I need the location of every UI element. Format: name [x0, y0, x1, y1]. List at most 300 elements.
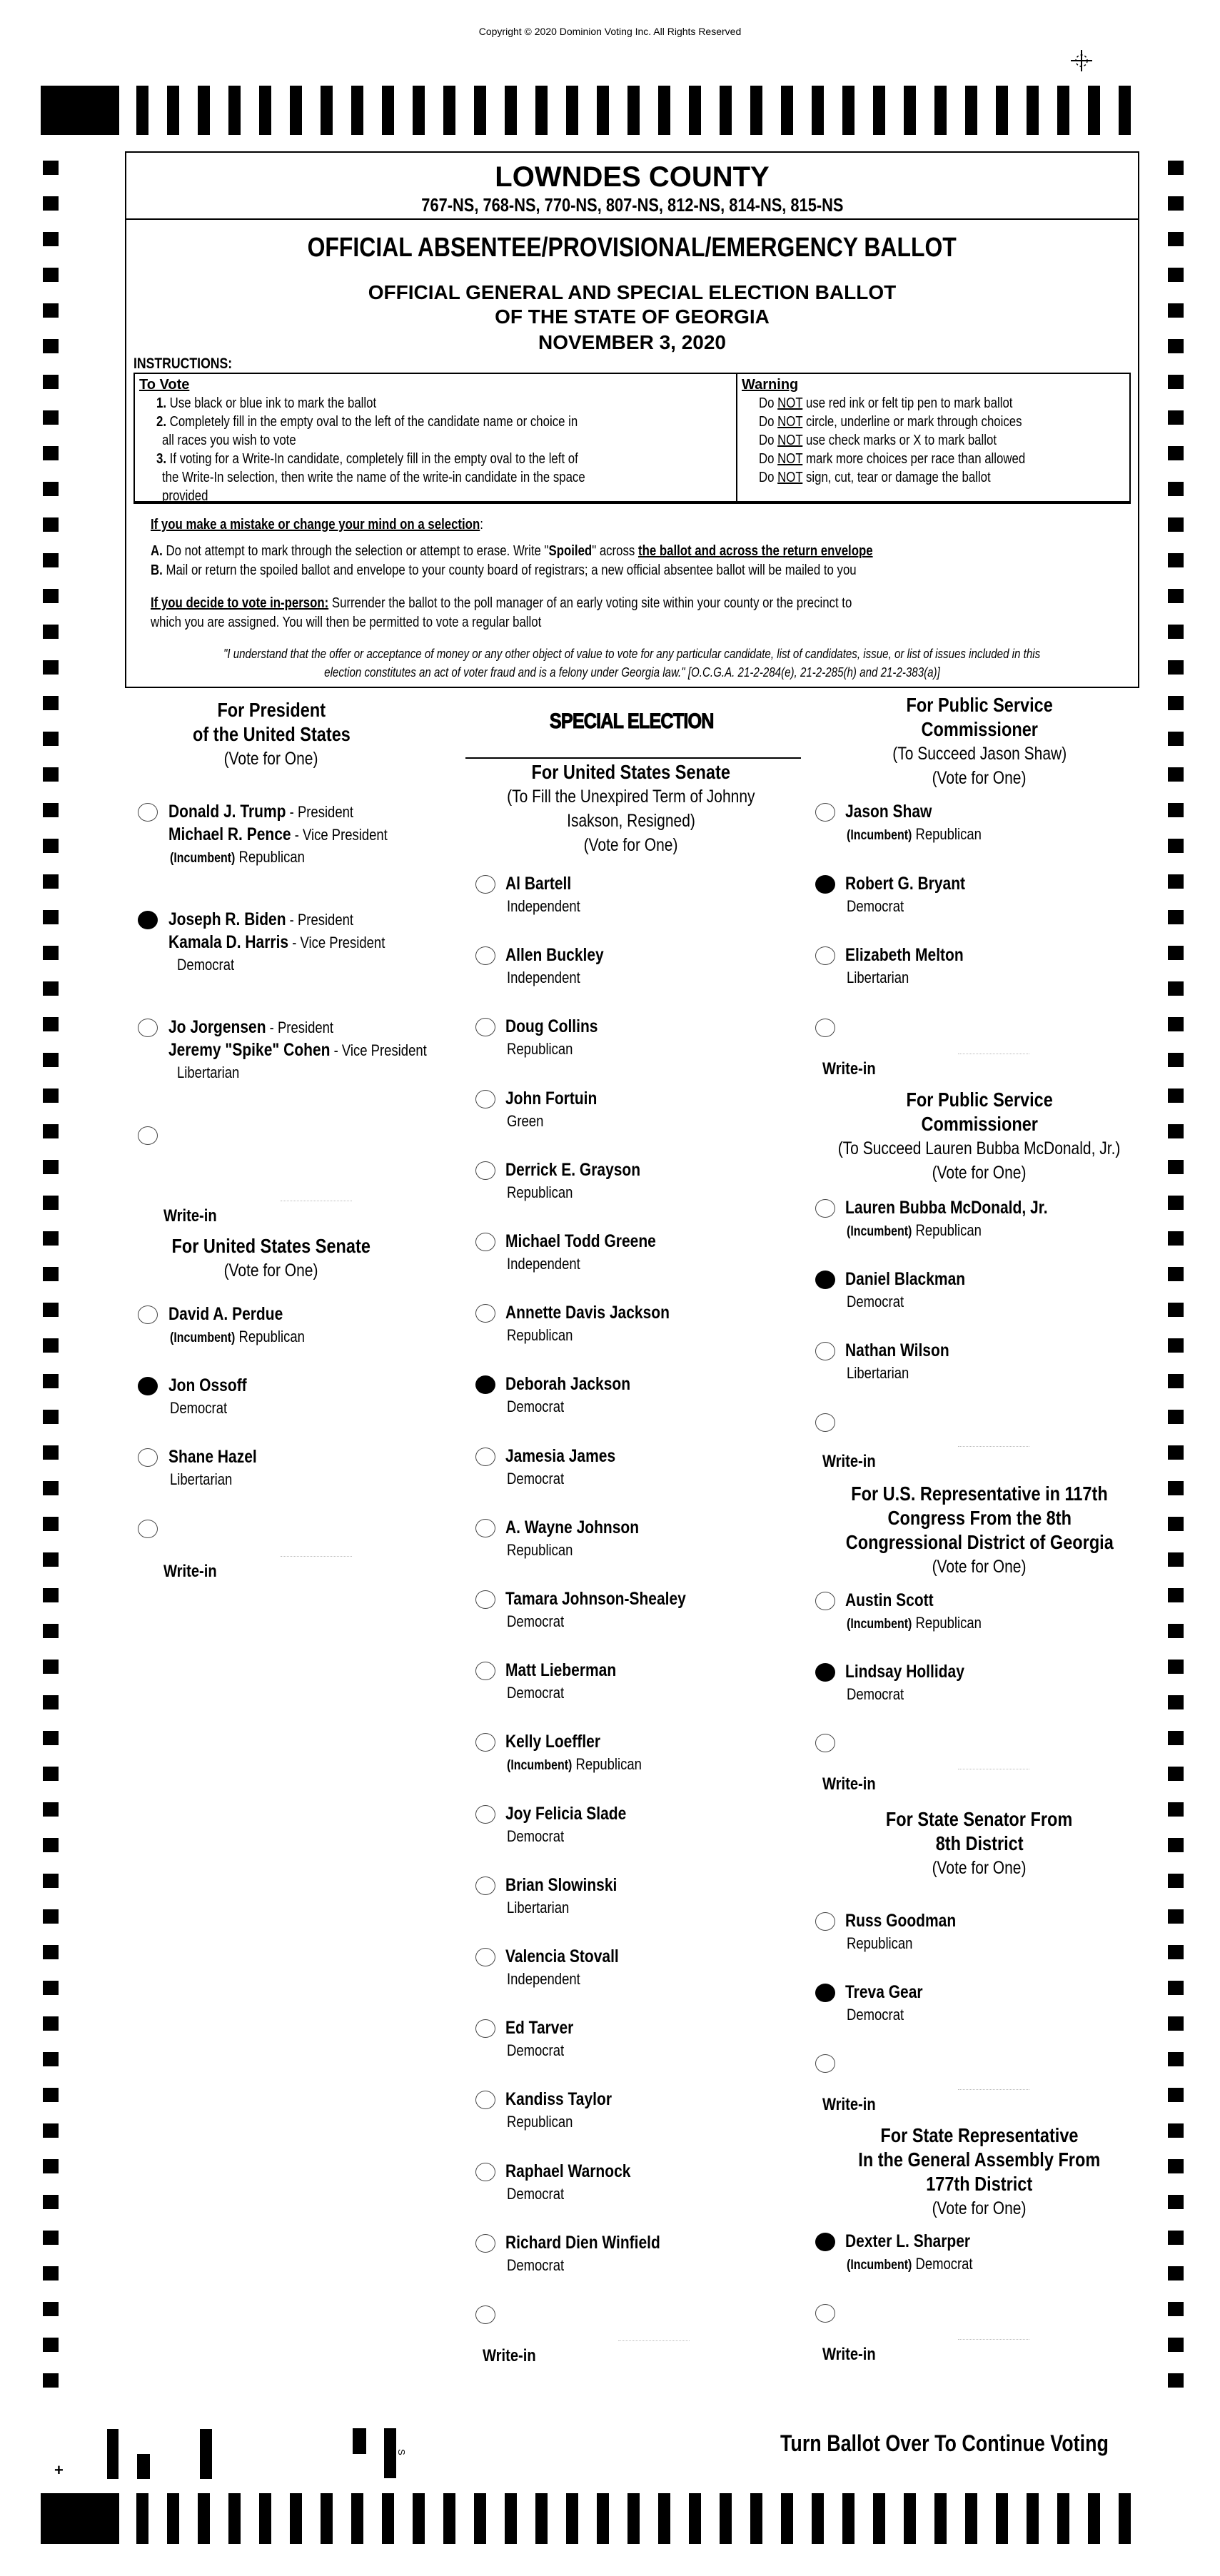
write-in-label: [822, 2345, 886, 2365]
candidate-name-text: [168, 1447, 257, 1468]
candidate-party: [507, 1398, 575, 1416]
selection-oval[interactable]: [815, 1984, 835, 2002]
candidate-party: [507, 1612, 575, 1631]
warning-text: [759, 431, 997, 450]
race-title: [794, 2123, 1165, 2148]
selection-oval[interactable]: [815, 1199, 835, 1218]
candidate-party: [177, 1064, 251, 1082]
write-in-label: [822, 2095, 886, 2115]
selection-oval[interactable]: [475, 1090, 495, 1108]
party-text: [507, 2041, 564, 2060]
warning-rest: mark more choices per race than allowed: [802, 451, 1026, 467]
timing-bar: [259, 86, 271, 135]
candidate-name: [845, 2231, 994, 2252]
timing-mark: [43, 1981, 59, 1995]
race-subtitle-text: (Vote for One): [932, 1557, 1027, 1577]
timing-mark: [43, 517, 59, 532]
candidate-name-value: Joseph R. Biden: [168, 909, 286, 929]
selection-oval[interactable]: [475, 1161, 495, 1180]
timing-mark: [43, 1874, 59, 1888]
election-title-2: OF THE STATE OF GEORGIA: [495, 305, 770, 328]
candidate-party: [507, 2113, 585, 2131]
candidate-name-text: [505, 1804, 626, 1824]
running-mate-role: - Vice President: [330, 1041, 427, 1059]
timing-bar: [382, 2493, 394, 2544]
step-number: 2.: [156, 414, 167, 430]
timing-mark: [1168, 2338, 1184, 2352]
timing-mark: [43, 1838, 59, 1852]
candidate-name-text: [845, 1340, 949, 1361]
timing-bar: [535, 86, 548, 135]
timing-bar: [505, 86, 517, 135]
candidate-party: [847, 825, 1007, 844]
write-in-line[interactable]: [281, 1556, 352, 1557]
timing-mark: [1168, 1374, 1184, 1388]
candidate-name: [845, 1662, 987, 1682]
party-name: Independent: [507, 1255, 580, 1273]
party-name: Democrat: [507, 1612, 565, 1630]
timing-bar: [873, 86, 885, 135]
candidate-name-text: [845, 945, 964, 966]
timing-mark: [1168, 375, 1184, 389]
candidate-name: [505, 2018, 586, 2039]
timing-mark: [1168, 339, 1184, 353]
timing-bar: [812, 2493, 824, 2544]
candidate-name: [168, 1447, 273, 1468]
candidate-name-text: [505, 1089, 597, 1109]
party-name: Democrat: [847, 1684, 904, 1703]
timing-mark: [43, 946, 59, 960]
selection-oval[interactable]: [475, 1304, 495, 1323]
timing-mark: [43, 2088, 59, 2102]
candidate-name-value: Nathan Wilson: [845, 1340, 949, 1360]
candidate-party: [170, 1399, 238, 1418]
party-name: Republican: [507, 1183, 573, 1201]
write-in-line[interactable]: [958, 2339, 1029, 2340]
selection-oval[interactable]: [475, 2234, 495, 2253]
timing-mark: [43, 268, 59, 282]
candidate-name-text: [168, 1375, 247, 1396]
party-text: [847, 2006, 904, 2024]
timing-mark: [43, 196, 59, 211]
timing-bar: [228, 2493, 241, 2544]
incumbent-label: (Incumbent): [170, 1330, 236, 1345]
timing-block: [41, 86, 119, 135]
precinct-list: 767-NS, 768-NS, 770-NS, 807-NS, 812-NS, 814-NS, 815-NS: [420, 194, 844, 216]
party-text: [847, 1934, 912, 1953]
party-text: [507, 1899, 569, 1917]
timing-mark: [43, 839, 59, 853]
warning-text: [759, 468, 991, 487]
race-subtitle-text: (Vote for One): [932, 2198, 1027, 2218]
selection-oval[interactable]: [138, 1019, 158, 1037]
to-vote-line: [139, 431, 666, 450]
selection-oval[interactable]: [815, 875, 835, 894]
candidate-name: [168, 1375, 262, 1396]
timing-mark: [1168, 2195, 1184, 2209]
candidate-party: [507, 1827, 575, 1846]
mistake-colon: :: [480, 517, 483, 532]
selection-oval[interactable]: [475, 1733, 495, 1752]
ballot-type: OFFICIAL ABSENTEE/PROVISIONAL/EMERGENCY BALLOT: [307, 233, 957, 263]
candidate-name-value: Michael Todd Greene: [505, 1231, 656, 1251]
timing-mark: [1168, 2123, 1184, 2138]
selection-oval[interactable]: [475, 1877, 495, 1895]
candidate-party: [507, 1040, 585, 1059]
party-text: [507, 1398, 564, 1416]
to-vote-text: [156, 413, 578, 431]
candidate-name-text: [845, 1982, 923, 2003]
candidate-name: [505, 1160, 666, 1181]
party-text: [507, 1183, 573, 1202]
timing-bar: [566, 2493, 578, 2544]
to-vote-text: [156, 394, 376, 413]
warning-prefix: Do: [759, 433, 778, 448]
timing-mark: [43, 410, 59, 425]
timing-mark: [43, 482, 59, 496]
timing-mark: [1168, 1338, 1184, 1353]
selection-oval[interactable]: [475, 1519, 495, 1537]
candidate-name-value: Russ Goodman: [845, 1911, 957, 1931]
race-title-text: Commissioner: [921, 1113, 1038, 1135]
warning-rest: use red ink or felt tip pen to mark ballot: [802, 395, 1013, 411]
write-in-oval[interactable]: [815, 1019, 835, 1037]
candidate-party: [507, 1470, 575, 1488]
candidate-party: [847, 1934, 925, 1953]
running-mate-value: Jeremy "Spike" Cohen: [168, 1040, 331, 1060]
timing-mark: [43, 1053, 59, 1067]
write-in-oval[interactable]: [815, 1734, 835, 1752]
timing-mark: [1168, 517, 1184, 532]
timing-mark: [43, 1945, 59, 1959]
party-name: Republican: [238, 1328, 305, 1345]
mistake-heading: If you make a mistake or change your mind on a selection: [151, 517, 480, 532]
write-in-label: [822, 1059, 886, 1079]
write-in-label: [163, 1562, 227, 1582]
candidate-name-text: [845, 2231, 970, 2252]
selection-oval[interactable]: [815, 1912, 835, 1931]
timing-bar: [167, 2493, 179, 2544]
timing-mark: [1168, 1945, 1184, 1959]
timing-mark: [1168, 946, 1184, 960]
selection-oval[interactable]: [138, 911, 158, 929]
party-text: [507, 1827, 564, 1846]
candidate-name-value: Kandiss Taylor: [505, 2089, 612, 2110]
candidate-name-value: Jamesia James: [505, 1445, 616, 1466]
selection-oval[interactable]: [138, 1377, 158, 1395]
candidate-name-text: [505, 1231, 656, 1252]
write-in-line[interactable]: [958, 2089, 1029, 2090]
timing-mark: [43, 1017, 59, 1031]
selection-oval[interactable]: [138, 1305, 158, 1324]
race-title-text: For United States Senate: [171, 1235, 371, 1257]
timing-mark: [43, 303, 59, 318]
candidate-name-value: Valencia Stovall: [505, 1946, 619, 1966]
timing-mark: [1168, 2159, 1184, 2173]
party-name: Democrat: [915, 2255, 973, 2273]
candidate-name: [168, 1304, 305, 1325]
timing-mark: [43, 1089, 59, 1103]
running-mate-text: [168, 1040, 427, 1061]
race-title-text: Congressional District of Georgia: [845, 1531, 1114, 1553]
race-subtitle-text: (To Fill the Unexpired Term of Johnny: [507, 787, 755, 807]
selection-oval[interactable]: [475, 1662, 495, 1680]
party-text: [170, 1399, 227, 1418]
timing-bar: [1057, 2493, 1069, 2544]
candidate-party: [847, 1614, 1007, 1632]
selection-oval[interactable]: [475, 1375, 495, 1394]
candidate-party: [847, 897, 914, 916]
timing-bar: [290, 2493, 302, 2544]
timing-bar: [535, 2493, 548, 2544]
candidate-name-text: [505, 874, 571, 894]
candidate-name-text: [505, 1732, 600, 1752]
timing-bar: [1027, 2493, 1039, 2544]
timing-mark: [43, 1517, 59, 1531]
timing-mark: [43, 1303, 59, 1317]
selection-oval[interactable]: [475, 2019, 495, 2038]
race-instruction: [794, 1856, 1165, 1880]
timing-mark: [43, 2338, 59, 2352]
special-election-label: SPECIAL ELECTION: [550, 709, 714, 733]
to-vote-line: [139, 394, 666, 413]
timing-bar: [443, 2493, 455, 2544]
race-instruction: [445, 784, 817, 809]
timing-mark: [43, 1552, 59, 1567]
candidate-party: [507, 1183, 585, 1202]
party-name: Libertarian: [177, 1064, 240, 1081]
timing-mark: [1168, 232, 1184, 246]
race-instruction: [794, 1555, 1165, 1579]
candidate-party: [177, 956, 245, 974]
warning-text: [759, 413, 1022, 431]
timing-mark: [1168, 1981, 1184, 1995]
candidate-name: [505, 1231, 685, 1252]
party-name: Democrat: [507, 2256, 565, 2274]
timing-mark: [43, 1267, 59, 1281]
party-text: [847, 969, 909, 987]
timing-mark: [1168, 839, 1184, 853]
timing-mark: [1168, 2373, 1184, 2388]
running-mate-role: - Vice President: [291, 826, 388, 844]
legal-notice-1: "I understand that the offer or acceptance of money or any other object of value to vote for any particular candidate, list of candidates, issue, or list of issues included in this: [223, 647, 1041, 661]
timing-mark: [43, 2195, 59, 2209]
selection-oval[interactable]: [475, 875, 495, 894]
candidate-party: [847, 969, 921, 987]
timing-mark: [43, 1767, 59, 1781]
selection-oval[interactable]: [475, 2163, 495, 2181]
timing-mark: [43, 1374, 59, 1388]
selection-oval[interactable]: [138, 1448, 158, 1467]
write-in-oval[interactable]: [815, 2054, 835, 2073]
timing-mark: [1168, 1160, 1184, 1174]
timing-bar: [781, 2493, 793, 2544]
race-title: [445, 760, 817, 784]
race-subtitle-text: (To Succeed Jason Shaw): [892, 744, 1067, 764]
selection-oval[interactable]: [815, 1663, 835, 1682]
candidate-name-value: Allen Buckley: [505, 945, 604, 966]
timing-bar: [413, 86, 425, 135]
timing-mark: [1168, 1874, 1184, 1888]
selection-oval[interactable]: [815, 2233, 835, 2251]
timing-mark: [43, 232, 59, 246]
timing-bar: [321, 86, 333, 135]
timing-mark: [1168, 732, 1184, 746]
write-in-oval[interactable]: [138, 1126, 158, 1145]
warning-emphasis: NOT: [777, 414, 803, 430]
timing-mark: [1168, 1802, 1184, 1817]
selection-oval[interactable]: [815, 1271, 835, 1289]
candidate-name-text: [168, 802, 353, 822]
step-number: 3.: [156, 451, 167, 467]
race-title-text: 177th District: [926, 2173, 1033, 2195]
timing-mark: [1168, 660, 1184, 675]
timing-mark: [43, 1160, 59, 1174]
timing-mark: [1168, 767, 1184, 782]
party-name: Libertarian: [847, 1364, 909, 1382]
party-text: [507, 1970, 580, 1989]
timing-mark: [43, 2052, 59, 2066]
timing-mark: [43, 910, 59, 924]
candidate-name-value: Lindsay Holliday: [845, 1661, 964, 1682]
candidate-name-text: [168, 909, 353, 930]
timing-bar: [658, 2493, 670, 2544]
candidate-name-text: [505, 1160, 640, 1181]
party-name: Republican: [238, 848, 305, 866]
write-in-line[interactable]: [618, 2340, 690, 2341]
timing-mark: [43, 1909, 59, 1924]
candidate-name: [505, 1089, 615, 1109]
party-text: [847, 897, 904, 916]
candidate-name-text: [505, 1875, 617, 1896]
special-election-divider: [465, 757, 801, 759]
mistake-a-label: A.: [151, 543, 163, 559]
timing-bar: [1057, 86, 1069, 135]
step-text: Use black or blue ink to mark the ballot: [166, 395, 377, 411]
selection-oval[interactable]: [815, 1592, 835, 1610]
timing-mark: [1168, 1624, 1184, 1638]
timing-mark: [43, 2231, 59, 2245]
candidate-party: [170, 1470, 244, 1489]
write-in-oval[interactable]: [815, 1413, 835, 1432]
selection-oval[interactable]: [475, 1018, 495, 1036]
timing-mark: [43, 1802, 59, 1817]
write-in-line[interactable]: [958, 1446, 1029, 1447]
step-text: all races you wish to vote: [162, 433, 296, 448]
to-vote-text: [156, 450, 578, 468]
selection-oval[interactable]: [138, 803, 158, 822]
candidate-name: [505, 1303, 701, 1323]
timing-bar: [873, 2493, 885, 2544]
race-title: [794, 1112, 1165, 1136]
timing-mark: [43, 1695, 59, 1709]
race-title-text: For State Representative: [880, 2124, 1079, 2146]
party-name: Democrat: [507, 2041, 565, 2060]
timing-mark: [1168, 303, 1184, 318]
warning-emphasis: NOT: [777, 451, 803, 467]
candidate-role: - President: [286, 911, 354, 929]
candidate-party: [507, 1684, 575, 1702]
timing-mark: [1168, 2052, 1184, 2066]
running-mate-text: [168, 932, 385, 953]
selection-oval[interactable]: [815, 1342, 835, 1360]
timing-mark: [43, 696, 59, 710]
candidate-name: [505, 1875, 638, 1896]
candidate-name-value: Raphael Warnock: [505, 2161, 631, 2181]
to-vote-line: [139, 450, 666, 468]
timing-mark: [43, 1231, 59, 1246]
candidate-name: [505, 2161, 655, 2182]
timing-mark: [1168, 1481, 1184, 1495]
timing-bar: [474, 86, 486, 135]
selection-oval[interactable]: [475, 1233, 495, 1251]
step-text: If voting for a Write-In candidate, completely fill in the empty oval to the left of: [166, 451, 578, 467]
ballot-header-box: [125, 151, 1139, 688]
candidate-party: [507, 897, 594, 916]
party-text: [507, 1112, 543, 1131]
candidate-name: [845, 1911, 977, 1931]
candidate-role: - President: [286, 803, 354, 821]
write-in-oval[interactable]: [138, 1520, 158, 1538]
race-title: [794, 2172, 1165, 2196]
timing-mark: [1168, 1838, 1184, 1852]
party-name: Democrat: [507, 1398, 565, 1416]
timing-bar: [689, 86, 701, 135]
incumbent-label: (Incumbent): [170, 851, 236, 866]
county-name: LOWNDES COUNTY: [495, 161, 770, 193]
selection-oval[interactable]: [475, 1590, 495, 1609]
timing-bar: [1119, 2493, 1131, 2544]
candidate-name-value: Daniel Blackman: [845, 1269, 966, 1289]
candidate-name-text: [505, 1016, 598, 1037]
selection-oval[interactable]: [475, 1448, 495, 1466]
timing-bar: [996, 2493, 1008, 2544]
write-in-oval[interactable]: [475, 2305, 495, 2324]
warning-prefix: Do: [759, 414, 778, 430]
race-subtitle-text: (Vote for One): [932, 1858, 1027, 1878]
candidate-name-value: David A. Perdue: [168, 1304, 283, 1324]
party-name: Democrat: [177, 956, 235, 974]
selection-oval[interactable]: [475, 2091, 495, 2109]
selection-oval[interactable]: [475, 946, 495, 965]
timing-bar: [351, 2493, 363, 2544]
write-in-oval[interactable]: [815, 2304, 835, 2323]
timing-bar: [658, 86, 670, 135]
selection-oval[interactable]: [815, 946, 835, 965]
candidate-name-value: Al Bartell: [505, 874, 572, 894]
warning-line: [742, 413, 1076, 431]
selection-oval[interactable]: [815, 803, 835, 822]
to-vote-title: To Vote: [139, 377, 190, 393]
timing-bar: [720, 2493, 732, 2544]
party-text: [507, 1255, 580, 1273]
candidate-party: [507, 2185, 575, 2203]
selection-oval[interactable]: [475, 1948, 495, 1966]
timing-bar: [351, 86, 363, 135]
timing-bar: [505, 2493, 517, 2544]
election-date: NOVEMBER 3, 2020: [538, 331, 726, 353]
candidate-name-value: Ed Tarver: [505, 2018, 574, 2039]
candidate-name: [505, 1517, 665, 1538]
candidate-party: [847, 2006, 914, 2024]
timing-mark: [1168, 1731, 1184, 1745]
candidate-name: [505, 874, 584, 894]
race-instruction: [794, 2196, 1165, 2221]
incumbent-label: (Incumbent): [847, 828, 912, 843]
timing-bar: [904, 86, 916, 135]
race-title-text: For Public Service: [906, 694, 1053, 716]
selection-oval[interactable]: [475, 1805, 495, 1824]
